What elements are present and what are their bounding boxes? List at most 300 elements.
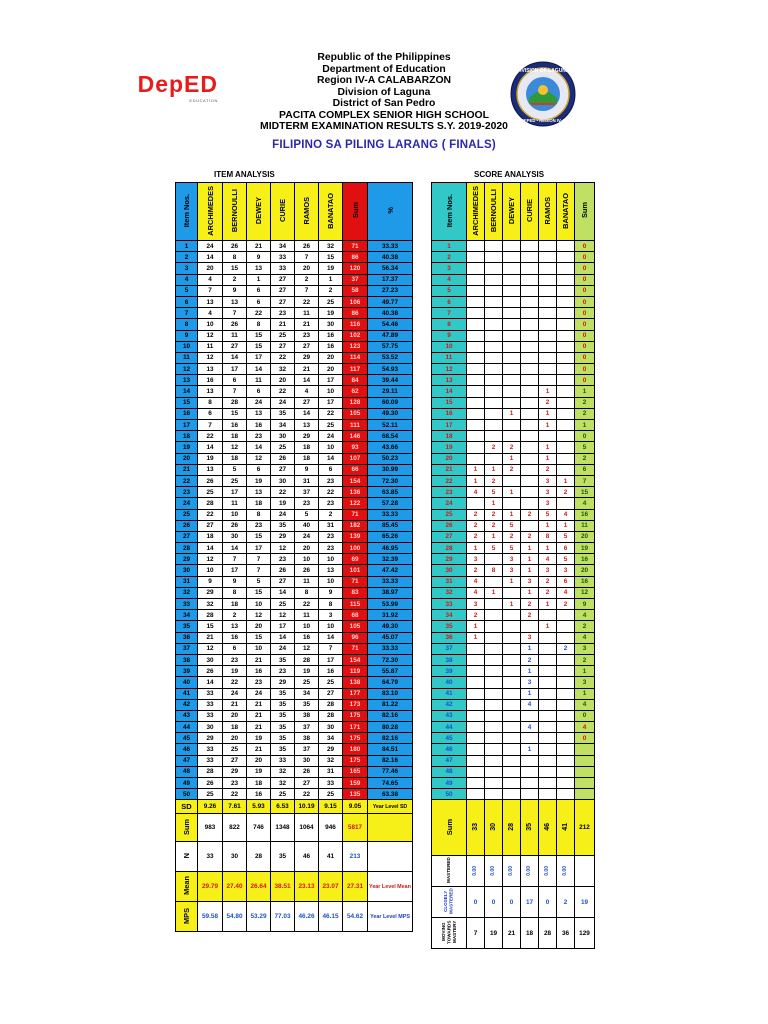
table-cell: 15 (223, 408, 247, 419)
sd-value: 10.19 (295, 800, 319, 814)
table-cell: 8 (539, 531, 557, 542)
table-cell (557, 308, 575, 319)
score-col-header (539, 183, 557, 241)
table-cell: 23 (271, 308, 295, 319)
table-cell: 11 (295, 308, 319, 319)
table-cell: 25 (198, 789, 223, 800)
table-cell (485, 431, 503, 442)
table-cell: 18 (223, 599, 247, 610)
table-cell: 43 (432, 710, 467, 721)
table-cell (485, 576, 503, 587)
table-cell: 13 (198, 464, 223, 475)
table-cell: 33.33 (368, 241, 413, 252)
n-note (368, 842, 413, 872)
table-cell: 2 (223, 274, 247, 285)
mean-label (176, 872, 198, 902)
table-cell: 18 (198, 531, 223, 542)
table-row (176, 464, 413, 475)
table-cell: 45 (176, 733, 198, 744)
table-cell: 33.33 (368, 576, 413, 587)
table-cell: 16 (247, 789, 271, 800)
table-cell: 2 (575, 621, 595, 632)
table-cell: 15 (247, 531, 271, 542)
table-cell: 24 (319, 431, 343, 442)
table-cell: 1 (557, 475, 575, 486)
table-row (176, 319, 413, 330)
header-label: Sum (350, 202, 360, 219)
table-cell: 14 (198, 252, 223, 263)
table-cell (467, 778, 485, 789)
moving-label-text: MOVING TOWARDS MASTERY (440, 920, 457, 945)
table-cell (485, 666, 503, 677)
table-cell: 30 (271, 475, 295, 486)
table-cell: 20 (432, 453, 467, 464)
table-cell (521, 420, 539, 431)
table-cell: 136 (343, 487, 368, 498)
table-cell: 117 (343, 364, 368, 375)
closely-value: 0 (467, 887, 485, 918)
table-cell: 22 (271, 352, 295, 363)
table-cell: 2 (539, 587, 557, 598)
table-cell (467, 375, 485, 386)
table-cell: 21 (247, 654, 271, 665)
moving-label (432, 918, 467, 949)
table-row (176, 420, 413, 431)
table-cell (467, 330, 485, 341)
table-row (432, 408, 595, 419)
mastered-label-text: MASTERED (446, 857, 452, 884)
sum-value-text: 41 (561, 822, 569, 831)
table-cell (521, 733, 539, 744)
table-cell: 24 (198, 241, 223, 252)
table-cell: 4 (575, 610, 595, 621)
table-cell: 0 (575, 263, 595, 274)
table-cell: 3 (521, 576, 539, 587)
mean-label-text: Mean (182, 876, 191, 896)
table-cell: 44 (176, 722, 198, 733)
table-cell: 13 (198, 364, 223, 375)
table-cell (485, 755, 503, 766)
table-row (176, 778, 413, 789)
table-cell: 0 (575, 375, 595, 386)
table-cell: 29 (319, 744, 343, 755)
table-row (432, 632, 595, 643)
table-cell: 27 (271, 341, 295, 352)
table-cell: 49 (432, 778, 467, 789)
table-cell: 26 (295, 241, 319, 252)
table-cell: 24 (247, 397, 271, 408)
table-cell: 38 (432, 654, 467, 665)
table-cell: 2 (521, 531, 539, 542)
table-cell: 32 (176, 587, 198, 598)
table-cell: 2 (539, 397, 557, 408)
table-cell: 23 (247, 431, 271, 442)
table-cell: 1 (521, 554, 539, 565)
table-cell (485, 352, 503, 363)
table-cell (557, 766, 575, 777)
table-cell (467, 364, 485, 375)
table-cell: 57.28 (368, 498, 413, 509)
table-cell: 29 (223, 766, 247, 777)
table-cell: 10 (295, 554, 319, 565)
table-cell: 35 (271, 733, 295, 744)
table-cell: 26 (223, 241, 247, 252)
sum-value: 746 (247, 814, 271, 842)
table-row (432, 643, 595, 654)
table-cell: 3 (503, 565, 521, 576)
table-cell: 33 (198, 744, 223, 755)
table-cell: 49.30 (368, 408, 413, 419)
table-cell (467, 722, 485, 733)
table-row (432, 487, 595, 498)
table-cell: 13 (295, 420, 319, 431)
table-cell: 20 (223, 733, 247, 744)
table-cell: 37 (432, 643, 467, 654)
table-cell: 46.95 (368, 543, 413, 554)
table-cell: 58 (343, 285, 368, 296)
table-row (432, 666, 595, 677)
header-label: RAMOS (302, 196, 311, 225)
table-cell: 12 (432, 364, 467, 375)
closely-label (432, 887, 467, 918)
table-cell: 17 (247, 352, 271, 363)
table-cell (521, 710, 539, 721)
table-cell: 123 (343, 341, 368, 352)
table-cell (521, 789, 539, 800)
mps-value: 53.29 (247, 902, 271, 932)
sum-value: 1348 (271, 814, 295, 842)
table-cell (503, 330, 521, 341)
table-cell: 63.38 (368, 789, 413, 800)
table-cell: 64.79 (368, 677, 413, 688)
table-row (432, 319, 595, 330)
table-cell: 6 (176, 296, 198, 307)
n-value: 30 (223, 842, 247, 872)
table-cell: 8 (176, 319, 198, 330)
moving-value: 36 (557, 918, 575, 949)
table-cell (539, 666, 557, 677)
table-cell (503, 587, 521, 598)
table-cell (485, 789, 503, 800)
sum-label (432, 800, 467, 856)
table-cell (539, 375, 557, 386)
table-cell (521, 263, 539, 274)
table-cell: 36 (176, 632, 198, 643)
table-cell: 5 (557, 554, 575, 565)
table-cell: 16 (319, 330, 343, 341)
report-header (0, 52, 768, 151)
table-cell (557, 464, 575, 475)
table-row (432, 576, 595, 587)
table-cell: 49.77 (368, 296, 413, 307)
table-cell (485, 319, 503, 330)
table-cell (485, 397, 503, 408)
table-cell (467, 666, 485, 677)
mps-label-text: MPS (182, 907, 191, 924)
table-cell: 10 (176, 341, 198, 352)
table-cell (557, 710, 575, 721)
table-cell: 26 (295, 565, 319, 576)
table-cell (503, 252, 521, 263)
table-cell: 2 (467, 565, 485, 576)
table-cell: 1 (539, 408, 557, 419)
table-cell: 12 (198, 554, 223, 565)
table-cell: 18 (223, 453, 247, 464)
table-cell: 15 (247, 587, 271, 598)
table-cell: 18 (295, 442, 319, 453)
table-cell (467, 677, 485, 688)
table-cell: 82.16 (368, 755, 413, 766)
table-cell: 42 (432, 699, 467, 710)
table-cell (485, 632, 503, 643)
table-cell: 1 (575, 666, 595, 677)
table-cell: 2 (521, 599, 539, 610)
table-cell (539, 252, 557, 263)
table-cell: 27 (223, 341, 247, 352)
table-cell: 71 (343, 643, 368, 654)
table-cell: 3 (539, 487, 557, 498)
table-row (432, 296, 595, 307)
table-row (432, 543, 595, 554)
table-row (432, 688, 595, 699)
table-cell: 6 (223, 643, 247, 654)
table-cell: 16 (198, 375, 223, 386)
table-cell: 2 (319, 285, 343, 296)
table-cell: 5 (557, 531, 575, 542)
table-cell: 4 (176, 274, 198, 285)
table-cell (467, 420, 485, 431)
score-col-header (557, 183, 575, 241)
table-cell: 55.87 (368, 666, 413, 677)
table-cell: 3 (521, 632, 539, 643)
header-label: BERNOULLI (489, 188, 498, 233)
table-cell: 47.89 (368, 330, 413, 341)
table-cell: 38 (295, 733, 319, 744)
table-cell (485, 408, 503, 419)
table-cell: 15 (575, 487, 595, 498)
table-cell: 96 (343, 632, 368, 643)
table-cell (503, 755, 521, 766)
table-cell (539, 431, 557, 442)
n-value: 46 (295, 842, 319, 872)
table-cell: 72.30 (368, 654, 413, 665)
table-cell (521, 442, 539, 453)
table-cell: 27 (295, 397, 319, 408)
table-cell: 32 (271, 364, 295, 375)
table-cell: 26 (198, 475, 223, 486)
table-cell: 16 (176, 408, 198, 419)
table-cell: 35 (271, 699, 295, 710)
table-cell: 1 (467, 621, 485, 632)
table-cell (467, 319, 485, 330)
table-cell (557, 375, 575, 386)
table-cell: 17 (176, 420, 198, 431)
table-cell: 23 (223, 778, 247, 789)
header-line: Department of Education (322, 63, 446, 75)
table-cell: 20 (575, 531, 595, 542)
table-cell (539, 722, 557, 733)
table-cell (557, 330, 575, 341)
mean-note: Year Level Mean (368, 872, 413, 902)
table-cell: 5 (575, 442, 595, 453)
table-cell: 14 (223, 352, 247, 363)
table-cell: 32 (198, 599, 223, 610)
table-cell: 31 (319, 766, 343, 777)
table-cell: 11 (295, 610, 319, 621)
table-row (176, 543, 413, 554)
table-cell (539, 632, 557, 643)
table-cell (539, 744, 557, 755)
table-cell: 7 (176, 308, 198, 319)
table-cell (485, 733, 503, 744)
table-cell: 18 (176, 431, 198, 442)
table-cell: 31 (176, 576, 198, 587)
closely-value: 2 (557, 887, 575, 918)
table-cell (485, 654, 503, 665)
table-cell: 66 (343, 464, 368, 475)
table-cell: 1 (503, 487, 521, 498)
item-col-header (176, 183, 198, 241)
table-cell: 28 (198, 766, 223, 777)
mastered-value-text: 0.00 (471, 865, 478, 876)
table-cell: 31 (295, 475, 319, 486)
table-cell: 0 (575, 274, 595, 285)
sum-label-text: Sum (444, 818, 454, 835)
sd-value: 9.26 (198, 800, 223, 814)
table-cell (539, 699, 557, 710)
n-value: 41 (319, 842, 343, 872)
table-row (176, 475, 413, 486)
table-cell: 17 (247, 543, 271, 554)
table-cell: 50 (432, 789, 467, 800)
table-cell (503, 677, 521, 688)
table-cell: 11 (432, 352, 467, 363)
table-cell: 82.16 (368, 710, 413, 721)
table-cell: 19 (575, 543, 595, 554)
table-cell: 19 (319, 263, 343, 274)
table-row (176, 241, 413, 252)
table-cell: 13 (319, 565, 343, 576)
table-cell: 37 (295, 487, 319, 498)
table-cell (467, 386, 485, 397)
table-cell: 14 (271, 587, 295, 598)
table-cell (521, 285, 539, 296)
table-cell: 30.99 (368, 464, 413, 475)
table-cell: 21 (223, 699, 247, 710)
table-cell: 57.75 (368, 341, 413, 352)
table-cell: 20 (198, 263, 223, 274)
table-cell: 47.42 (368, 565, 413, 576)
table-cell: 173 (343, 699, 368, 710)
table-row (432, 587, 595, 598)
table-cell: 2 (575, 397, 595, 408)
table-cell: 1 (485, 464, 503, 475)
table-cell (503, 308, 521, 319)
table-cell (521, 341, 539, 352)
table-cell: 74.65 (368, 778, 413, 789)
table-row (432, 677, 595, 688)
table-cell (467, 408, 485, 419)
sum-label-text: Sum (182, 818, 191, 835)
table-cell: 18 (223, 722, 247, 733)
table-cell: 30 (198, 654, 223, 665)
table-row (432, 766, 595, 777)
table-cell (557, 319, 575, 330)
table-cell: 33 (198, 710, 223, 721)
table-cell: 1 (176, 241, 198, 252)
table-cell (485, 296, 503, 307)
table-cell: 33 (319, 778, 343, 789)
table-cell: 83 (343, 587, 368, 598)
table-cell (557, 677, 575, 688)
table-cell (521, 330, 539, 341)
table-cell: 3 (575, 643, 595, 654)
mastered-total (575, 856, 595, 887)
table-cell: 27 (295, 778, 319, 789)
sum-value: 983 (198, 814, 223, 842)
table-cell (503, 364, 521, 375)
table-cell: 34 (271, 241, 295, 252)
table-cell: 46 (432, 744, 467, 755)
table-cell: 0 (575, 241, 595, 252)
table-cell (539, 330, 557, 341)
table-cell: 4 (198, 274, 223, 285)
table-cell: 27 (223, 755, 247, 766)
table-row (432, 710, 595, 721)
table-cell (467, 341, 485, 352)
table-cell: 28 (319, 699, 343, 710)
table-cell (557, 755, 575, 766)
table-cell: 111 (343, 420, 368, 431)
mastered-label (432, 856, 467, 887)
table-cell: 1 (247, 274, 271, 285)
table-row (432, 352, 595, 363)
table-cell: 35 (271, 520, 295, 531)
table-cell (467, 766, 485, 777)
table-row (176, 263, 413, 274)
table-cell: 27 (176, 531, 198, 542)
table-row (176, 308, 413, 319)
table-cell (503, 643, 521, 654)
table-cell: 20 (319, 364, 343, 375)
table-cell: 2 (575, 453, 595, 464)
table-cell: 2 (223, 610, 247, 621)
table-cell: 35 (271, 722, 295, 733)
table-cell: 21 (271, 319, 295, 330)
table-row (176, 498, 413, 509)
mastered-value (467, 856, 485, 887)
table-cell (503, 386, 521, 397)
moving-value: 28 (539, 918, 557, 949)
table-row (176, 520, 413, 531)
table-cell (575, 744, 595, 755)
table-cell: 35 (271, 408, 295, 419)
table-row (432, 464, 595, 475)
table-cell: 7 (295, 252, 319, 263)
table-cell (557, 408, 575, 419)
table-cell: 25 (295, 677, 319, 688)
table-cell (521, 274, 539, 285)
table-cell: 25 (319, 296, 343, 307)
table-cell: 6 (319, 464, 343, 475)
table-cell: 71 (343, 241, 368, 252)
table-cell (539, 677, 557, 688)
table-cell: 1 (539, 442, 557, 453)
table-cell: 1 (557, 520, 575, 531)
table-cell (521, 386, 539, 397)
sum-value: 946 (319, 814, 343, 842)
table-cell: 2 (295, 274, 319, 285)
